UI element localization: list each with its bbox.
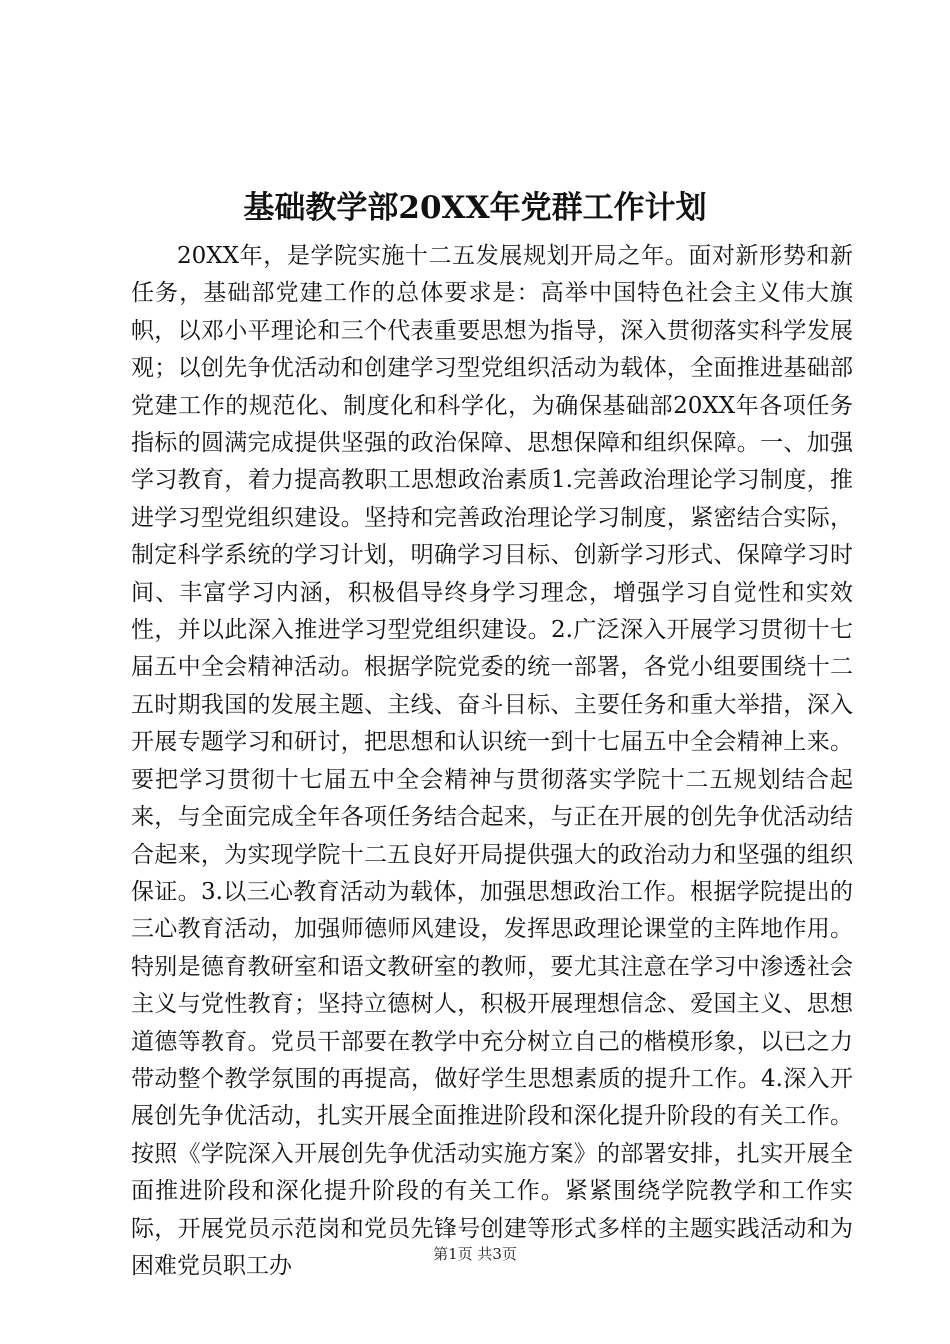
page-number-footer: 第1页 共3页 xyxy=(433,1245,517,1263)
document-body-paragraph: 20XX年，是学院实施十二五发展规划开局之年。面对新形势和新任务，基础部党建工作的总体要求是：高举中国特色社会主义伟大旗帜，以邓小平理论和三个代表重要思想为指导，深入贯彻落实科学发展观；以创先争优活动和创建学习型党组织活动为载体，全面推进基础部党建工作的规范化、制度化和科学化，为确保基础部20XX年各项任务指标的圆满完成提供坚强的政治保障、思想保障和组织保障。一、加强学习教育，着力提高教职工思想政治素质1.完善政治理论学习制度，推进学习型党组织建设。坚持和完善政治理论学习制度，紧密结合实际，制定科学系统的学习计划，明确学习目标、创新学习形式、保障学习时间、丰富学习内涵，积极倡导终身学习理念，增强学习自觉性和实效性，并以此深入推进学习型党组织建设。2.广泛深入开展学习贯彻十七届五中全会精神活动。根据学院党委的统一部署，各党小组要围绕十二五时期我国的发展主题、主线、奋斗目标、主要任务和重大举措，深入开展专题学习和研讨，把思想和认识统一到十七届五中全会精神上来。要把学习贯彻十七届五中全会精神与贯彻落实学院十二五规划结合起来，与全面完成全年各项任务结合起来，与正在开展的创先争优活动结合起来，为实现学院十二五良好开局提供强大的政治动力和坚强的组织保证。3.以三心教育活动为载体，加强思想政治工作。根据学院提出的三心教育活动，加强师德师风建设，发挥思政理论课堂的主阵地作用。特别是德育教研室和语文教研室的教师，要尤其注意在学习中渗透社会主义与党性教育；坚持立德树人，积极开展理想信念、爱国主义、思想道德等教育。党员干部要在教学中充分树立自己的楷模形象，以已之力带动整个教学氛围的再提高，做好学生思想素质的提升工作。4.深入开展创先争优活动，扎实开展全面推进阶段和深化提升阶段的有关工作。按照《学院深入开展创先争优活动实施方案》的部署安排，扎实开展全面推进阶段和深化提升阶段的有关工作。紧紧围绕学院教学和工作实际，开展党员示范岗和党员先锋号创建等形式多样的主题实践活动和为困难党员职工办 xyxy=(131,243,853,1279)
document-title: 基础教学部20XX年党群工作计划 xyxy=(243,190,707,226)
